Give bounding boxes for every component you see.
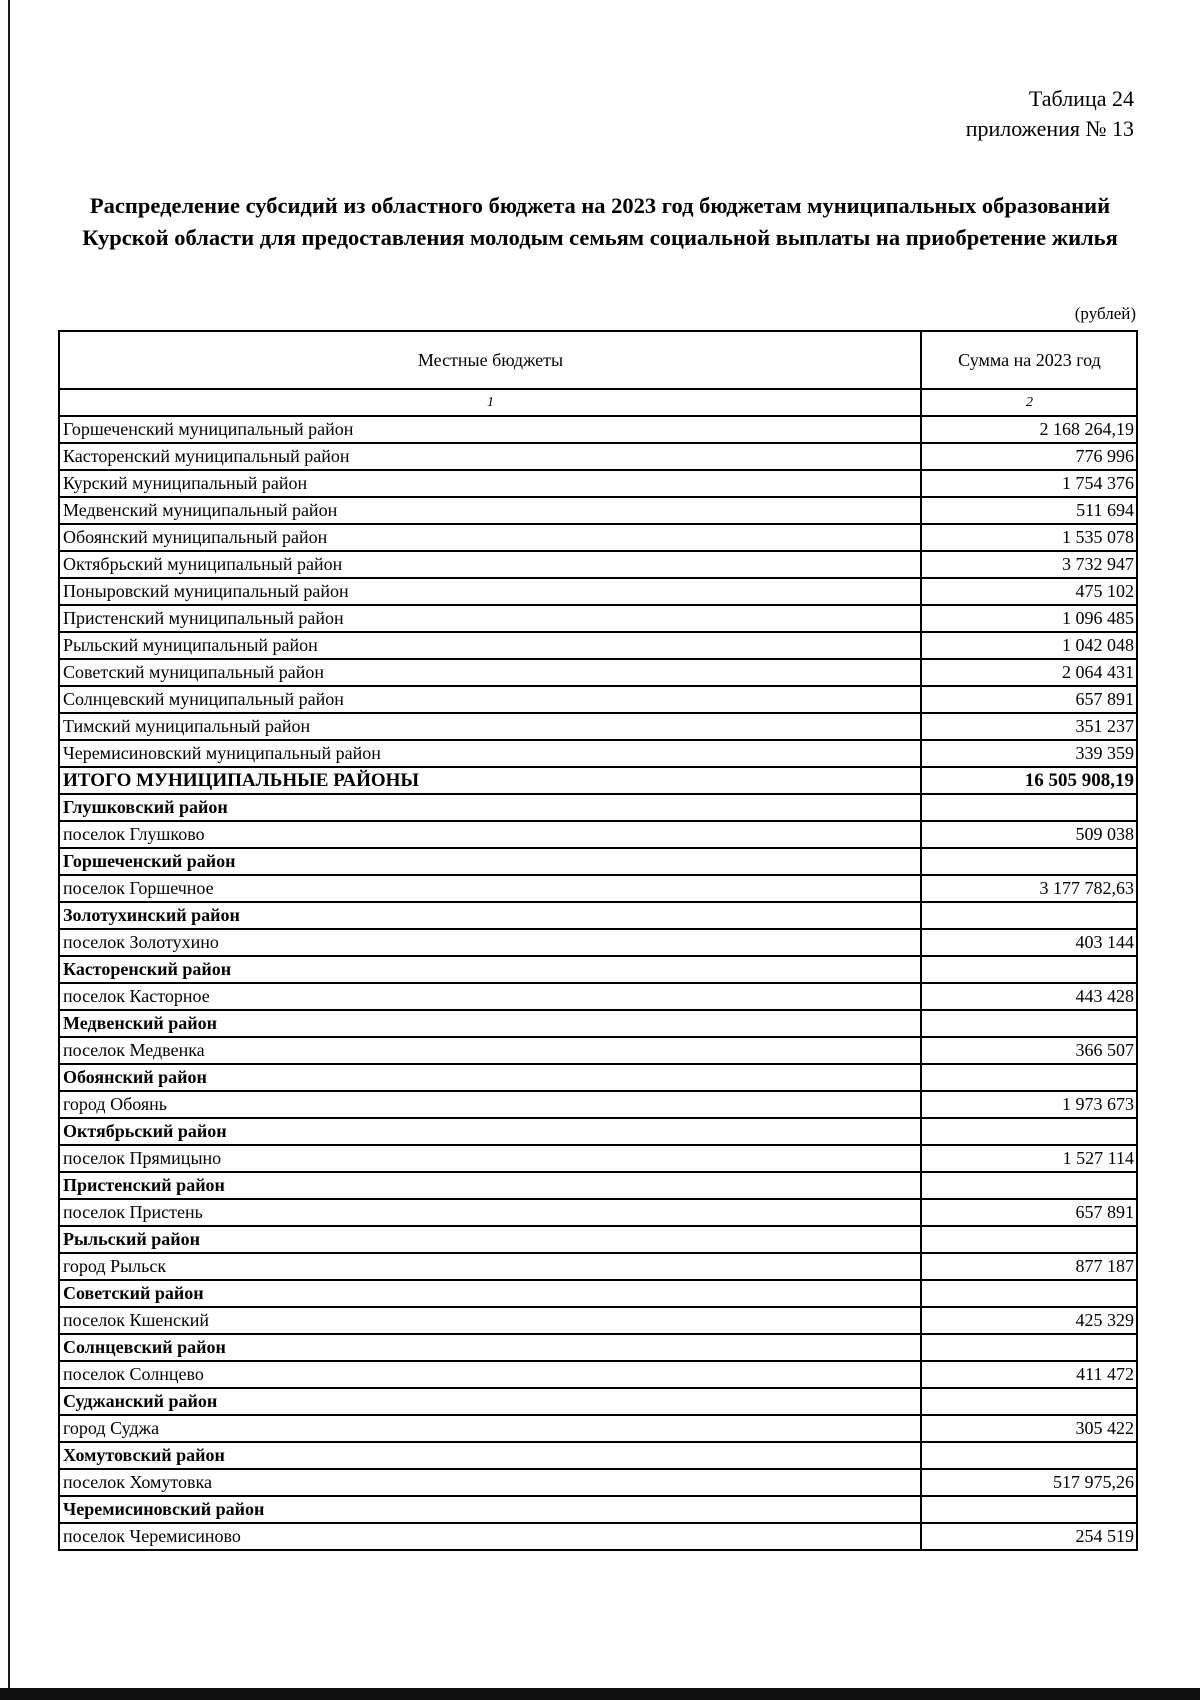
page-left-border — [8, 0, 10, 1688]
amount-cell: 1 527 114 — [921, 1145, 1137, 1172]
amount-cell — [921, 902, 1137, 929]
budget-name-cell: Октябрьский муниципальный район — [59, 551, 921, 578]
budget-name-cell: Горшеченский район — [59, 848, 921, 875]
budget-name-cell: Медвенский муниципальный район — [59, 497, 921, 524]
amount-cell: 411 472 — [921, 1361, 1137, 1388]
district-header-row — [59, 956, 1137, 983]
table-row — [59, 632, 1137, 659]
budget-name-cell: Касторенский район — [59, 956, 921, 983]
budget-name-cell: Суджанский район — [59, 1388, 921, 1415]
amount-cell: 1 754 376 — [921, 470, 1137, 497]
table-row — [59, 1091, 1137, 1118]
column-header-budgets: Местные бюджеты — [59, 331, 921, 389]
table-row — [59, 1145, 1137, 1172]
amount-cell — [921, 1118, 1137, 1145]
amount-cell: 776 996 — [921, 443, 1137, 470]
table-row — [59, 605, 1137, 632]
amount-cell — [921, 1280, 1137, 1307]
table-number: Таблица 24 — [1028, 86, 1134, 111]
district-header-row — [59, 1118, 1137, 1145]
table-row — [59, 443, 1137, 470]
table-row — [59, 1253, 1137, 1280]
amount-cell — [921, 1172, 1137, 1199]
district-header-row — [59, 1010, 1137, 1037]
amount-cell — [921, 1010, 1137, 1037]
budget-name-cell: Советский муниципальный район — [59, 659, 921, 686]
amount-cell — [921, 1496, 1137, 1523]
amount-cell — [921, 1442, 1137, 1469]
table-row — [59, 1307, 1137, 1334]
budget-name-cell: Солнцевский район — [59, 1334, 921, 1361]
amount-cell: 351 237 — [921, 713, 1137, 740]
amount-cell: 2 168 264,19 — [921, 416, 1137, 443]
amount-cell: 1 973 673 — [921, 1091, 1137, 1118]
units-label: (рублей) — [1074, 304, 1136, 323]
table-row — [59, 551, 1137, 578]
budget-name-cell: поселок Касторное — [59, 983, 921, 1010]
table-row — [59, 1523, 1137, 1550]
amount-cell: 305 422 — [921, 1415, 1137, 1442]
appendix-number: приложения № 13 — [965, 116, 1134, 141]
budget-name-cell: поселок Золотухино — [59, 929, 921, 956]
table-body — [59, 416, 1137, 1550]
amount-cell — [921, 1064, 1137, 1091]
district-header-row — [59, 848, 1137, 875]
budget-name-cell: Черемисиновский муниципальный район — [59, 740, 921, 767]
total-row — [59, 767, 1137, 794]
budget-name-cell: Медвенский район — [59, 1010, 921, 1037]
district-header-row — [59, 794, 1137, 821]
amount-cell: 509 038 — [921, 821, 1137, 848]
table-row — [59, 686, 1137, 713]
document-title: Распределение субсидий из областного бюджета на 2023 год бюджетам муниципальных образований Курской области для предоставления молодым семьям социальной выплаты на приобретение жилья — [82, 193, 1118, 250]
budget-name-cell: Солнцевский муниципальный район — [59, 686, 921, 713]
column-number-row — [59, 389, 1137, 416]
budget-name-cell: Пристенский муниципальный район — [59, 605, 921, 632]
budget-name-cell: Курский муниципальный район — [59, 470, 921, 497]
table-row — [59, 497, 1137, 524]
budget-name-cell: город Суджа — [59, 1415, 921, 1442]
amount-cell: 16 505 908,19 — [921, 767, 1137, 794]
column-header-amount: Сумма на 2023 год — [921, 331, 1137, 389]
table-row — [59, 1037, 1137, 1064]
amount-cell — [921, 956, 1137, 983]
budget-name-cell: Касторенский муниципальный район — [59, 443, 921, 470]
table-row — [59, 1199, 1137, 1226]
amount-cell: 657 891 — [921, 686, 1137, 713]
table-row — [59, 929, 1137, 956]
budget-name-cell: Советский район — [59, 1280, 921, 1307]
amount-cell — [921, 794, 1137, 821]
budget-name-cell: Черемисиновский район — [59, 1496, 921, 1523]
district-header-row — [59, 1334, 1137, 1361]
table-reference — [966, 84, 1134, 144]
table-row — [59, 875, 1137, 902]
district-header-row — [59, 1280, 1137, 1307]
budget-name-cell: поселок Хомутовка — [59, 1469, 921, 1496]
amount-cell: 339 359 — [921, 740, 1137, 767]
amount-cell: 403 144 — [921, 929, 1137, 956]
budget-name-cell: Горшеченский муниципальный район — [59, 416, 921, 443]
budget-name-cell: ИТОГО МУНИЦИПАЛЬНЫЕ РАЙОНЫ — [59, 767, 921, 794]
amount-cell: 657 891 — [921, 1199, 1137, 1226]
budget-name-cell: Тимский муниципальный район — [59, 713, 921, 740]
district-header-row — [59, 1496, 1137, 1523]
budget-name-cell: Рыльский муниципальный район — [59, 632, 921, 659]
budget-name-cell: поселок Пристень — [59, 1199, 921, 1226]
table-row — [59, 983, 1137, 1010]
amount-cell: 3 732 947 — [921, 551, 1137, 578]
amount-cell: 511 694 — [921, 497, 1137, 524]
budget-name-cell: Поныровский муниципальный район — [59, 578, 921, 605]
budget-name-cell: Октябрьский район — [59, 1118, 921, 1145]
budget-name-cell: Обоянский муниципальный район — [59, 524, 921, 551]
budget-name-cell: поселок Прямицыно — [59, 1145, 921, 1172]
budget-name-cell: поселок Медвенка — [59, 1037, 921, 1064]
amount-cell: 254 519 — [921, 1523, 1137, 1550]
amount-cell: 877 187 — [921, 1253, 1137, 1280]
column-number-1: 1 — [59, 389, 921, 416]
amount-cell: 443 428 — [921, 983, 1137, 1010]
budget-name-cell: Глушковский район — [59, 794, 921, 821]
amount-cell: 366 507 — [921, 1037, 1137, 1064]
table-row — [59, 821, 1137, 848]
amount-cell: 3 177 782,63 — [921, 875, 1137, 902]
table-row — [59, 1469, 1137, 1496]
district-header-row — [59, 1388, 1137, 1415]
budget-name-cell: поселок Черемисиново — [59, 1523, 921, 1550]
amount-cell: 2 064 431 — [921, 659, 1137, 686]
amount-cell — [921, 1226, 1137, 1253]
amount-cell — [921, 848, 1137, 875]
budget-name-cell: Пристенский район — [59, 1172, 921, 1199]
amount-cell: 1 096 485 — [921, 605, 1137, 632]
page-bottom-border — [0, 1688, 1200, 1700]
amount-cell — [921, 1388, 1137, 1415]
amount-cell — [921, 1334, 1137, 1361]
table-row — [59, 1361, 1137, 1388]
table-row — [59, 416, 1137, 443]
column-number-2: 2 — [921, 389, 1137, 416]
budget-name-cell: Хомутовский район — [59, 1442, 921, 1469]
budget-name-cell: поселок Кшенский — [59, 1307, 921, 1334]
table-row — [59, 578, 1137, 605]
district-header-row — [59, 1226, 1137, 1253]
amount-cell: 425 329 — [921, 1307, 1137, 1334]
district-header-row — [59, 1442, 1137, 1469]
budget-name-cell: Золотухинский район — [59, 902, 921, 929]
budget-name-cell: Обоянский район — [59, 1064, 921, 1091]
table-header-row — [59, 331, 1137, 389]
table-row — [59, 659, 1137, 686]
amount-cell: 1 042 048 — [921, 632, 1137, 659]
table-row — [59, 713, 1137, 740]
amount-cell: 1 535 078 — [921, 524, 1137, 551]
subsidy-table — [58, 330, 1138, 1551]
table-row — [59, 740, 1137, 767]
district-header-row — [59, 1172, 1137, 1199]
budget-name-cell: город Рыльск — [59, 1253, 921, 1280]
budget-name-cell: поселок Солнцево — [59, 1361, 921, 1388]
amount-cell: 475 102 — [921, 578, 1137, 605]
district-header-row — [59, 1064, 1137, 1091]
amount-cell: 517 975,26 — [921, 1469, 1137, 1496]
table-row — [59, 470, 1137, 497]
budget-name-cell: Рыльский район — [59, 1226, 921, 1253]
budget-name-cell: поселок Горшечное — [59, 875, 921, 902]
budget-name-cell: город Обоянь — [59, 1091, 921, 1118]
table-row — [59, 524, 1137, 551]
district-header-row — [59, 902, 1137, 929]
budget-name-cell: поселок Глушково — [59, 821, 921, 848]
table-row — [59, 1415, 1137, 1442]
